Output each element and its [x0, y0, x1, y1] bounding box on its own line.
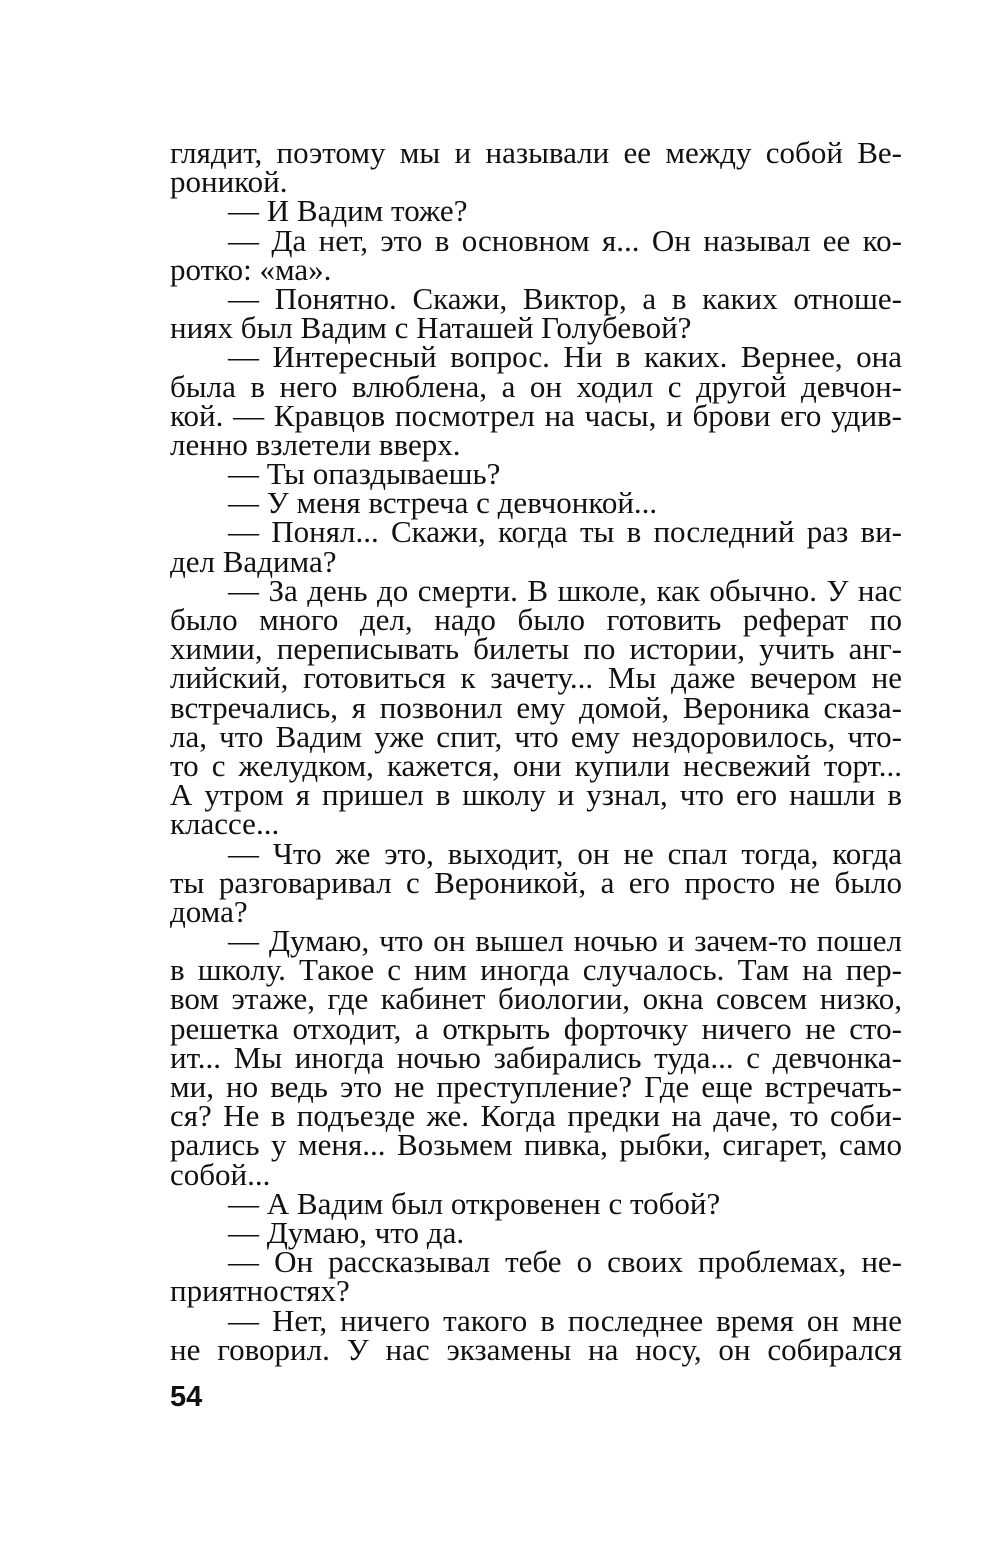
- text-line: — За день до смерти. В школе, как обычно. У нас: [228, 572, 902, 608]
- text-line: решетка отходит, а открыть форточку ничего не сто-: [170, 1010, 902, 1046]
- text-line: — Что же это, выходит, он не спал тогда, когда: [228, 835, 902, 871]
- text-line: ты разговаривал с Вероникой, а его просто не было: [170, 864, 902, 900]
- text-line: — Понятно. Скажи, Виктор, а в каких отноше-: [228, 280, 902, 316]
- text-line: ротко: «ма».: [170, 251, 332, 287]
- text-line: ся? Не в подъезде же. Когда предки на даче, то соби-: [170, 1098, 902, 1134]
- text-line: — Ты опаздываешь?: [228, 456, 501, 492]
- text-line: классе...: [170, 806, 280, 842]
- text-line: — Нет, ничего такого в последнее время он мне: [228, 1302, 902, 1338]
- text-line: было много дел, надо было готовить реферат по: [170, 602, 902, 637]
- text-line: дома?: [170, 893, 248, 929]
- text-line: роникой.: [170, 164, 288, 200]
- text-line: лийский, готовиться к зачету... Мы даже вечером не: [170, 660, 902, 696]
- text-line: ниях был Вадим с Наташей Голубевой?: [170, 310, 692, 346]
- text-line: — И Вадим тоже?: [228, 193, 468, 229]
- text-line: — А Вадим был откровенен с тобой?: [228, 1185, 721, 1221]
- text-line: в школу. Такое с ним иногда случалось. Там на пер-: [170, 952, 902, 988]
- text-line: химии, переписывать билеты по истории, учить анг-: [170, 631, 902, 667]
- text-line: А утром я пришел в школу и узнал, что его нашли в: [170, 777, 902, 813]
- text-line: дел Вадима?: [170, 543, 337, 579]
- text-line: ленно взлетели вверх.: [170, 426, 461, 462]
- text-line: рались у меня... Возьмем пивка, рыбки, сигарет, само: [170, 1127, 902, 1163]
- text-line: глядит, поэтому мы и называли ее между собой Ве-: [170, 135, 902, 170]
- text-line: — Думаю, что да.: [228, 1214, 465, 1250]
- text-line: не говорил. У нас экзамены на носу, он собирался: [170, 1331, 902, 1367]
- text-line: — Понял... Скажи, когда ты в последний раз ви-: [228, 514, 902, 550]
- text-line: была в него влюблена, а он ходил с другой девчон-: [170, 368, 902, 404]
- text-line: кой. — Кравцов посмотрел на часы, и брови его удив-: [170, 397, 902, 433]
- text-line: ми, но ведь это не преступление? Где еще встречать-: [170, 1069, 902, 1104]
- text-line: собой...: [170, 1156, 271, 1192]
- text-line: ит... Мы иногда ночью забирались туда... с девчонка-: [170, 1039, 902, 1075]
- text-line: приятностях?: [170, 1273, 350, 1309]
- text-line: — У меня встреча с девчонкой...: [228, 485, 658, 521]
- page-number: 54: [170, 1381, 203, 1413]
- text-line: — Он рассказывал тебе о своих проблемах, не-: [228, 1244, 902, 1280]
- text-line: то с желудком, кажется, они купили несвежий торт...: [170, 747, 902, 783]
- body-text: [170, 135, 902, 1367]
- text-line: встречались, я позвонил ему домой, Вероника сказа-: [170, 689, 902, 725]
- text-line: ла, что Вадим уже спит, что ему нездоровилось, что-: [170, 718, 902, 754]
- text-line: — Интересный вопрос. Ни в каких. Вернее, она: [228, 339, 902, 375]
- text-line: вом этаже, где кабинет биологии, окна совсем низко,: [170, 981, 902, 1017]
- text-line: — Да нет, это в основном я... Он называл ее ко-: [228, 222, 902, 258]
- text-line: — Думаю, что он вышел ночью и зачем-то пошел: [228, 923, 902, 959]
